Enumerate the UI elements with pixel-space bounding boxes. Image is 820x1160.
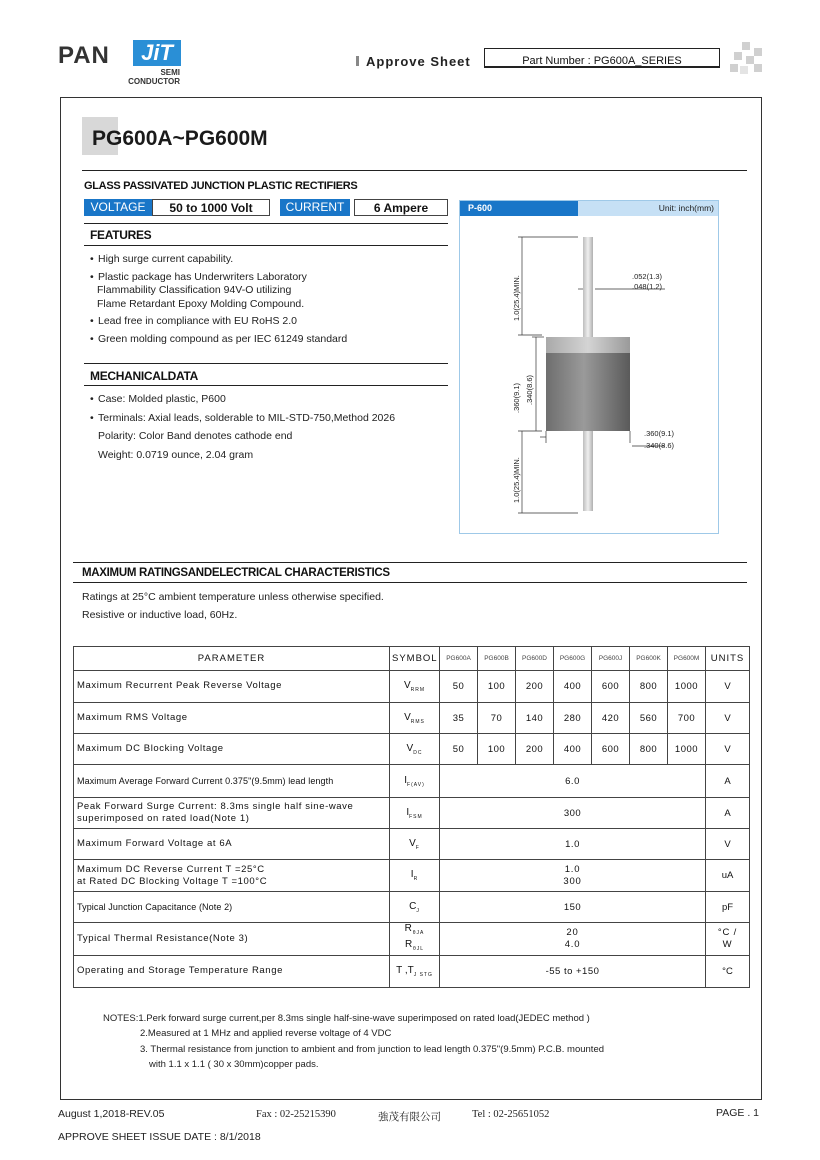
table-row xyxy=(74,829,750,860)
row-symbol: $R_{\theta JA}$ $R_{\theta JL}$ xyxy=(390,923,440,956)
features-top-rule xyxy=(84,223,448,224)
dim-lead-dia-min: .048(1.2) xyxy=(632,282,663,291)
dim-body-dia-min: .340(8.6) xyxy=(644,441,675,450)
row-parameter: Maximum Average Forward Current 0.375"(9.5mm) lead length xyxy=(74,765,390,798)
note-2: 2.Measured at 1 MHz and applied reverse voltage of 4 VDC xyxy=(140,1028,392,1040)
cell-value: 800 xyxy=(630,671,668,703)
list-item: Weight: 0.0719 ounce, 2.04 gram xyxy=(98,448,254,461)
package-name: P-600 xyxy=(460,201,578,216)
list-item: • Plastic package has Underwriters Laboratory xyxy=(90,271,347,285)
row-unit: pF xyxy=(706,892,750,923)
header-part: PG600K xyxy=(630,647,668,671)
row-parameter: Typical Junction Capacitance (Note 2) xyxy=(74,892,390,923)
logo-pan-text: PAN xyxy=(58,42,110,69)
row-unit: °C / W xyxy=(706,923,750,956)
dim-body-len-min: .340(8.6) xyxy=(525,374,534,405)
row-symbol: $I_{FSM}$ xyxy=(390,798,440,829)
mechanical-bottom-rule xyxy=(84,385,448,386)
mechanical-list xyxy=(90,393,395,462)
diode-outline-drawing xyxy=(460,217,718,533)
ratings-top-rule xyxy=(73,562,747,563)
cell-value: 6.0 xyxy=(440,765,706,798)
row-unit: V xyxy=(706,671,750,703)
cell-value: 70 xyxy=(478,703,516,734)
cell-value: 1.0 xyxy=(440,829,706,860)
row-parameter: Maximum DC Blocking Voltage xyxy=(74,734,390,765)
mechanical-top-rule xyxy=(84,363,448,364)
header-parameter: PARAMETER xyxy=(74,647,390,671)
table-row xyxy=(74,703,750,734)
ratings-condition-2: Resistive or inductive load, 60Hz. xyxy=(82,609,238,621)
logo-jit-text: JiT xyxy=(133,40,181,66)
row-parameter: Typical Thermal Resistance(Note 3) xyxy=(74,923,390,956)
cell-value: 1.0 300 xyxy=(440,860,706,892)
row-unit: A xyxy=(706,798,750,829)
features-heading: FEATURES xyxy=(90,228,152,242)
row-symbol: $V_{RRM}$ xyxy=(390,671,440,703)
row-unit: V xyxy=(706,829,750,860)
cell-value: 100 xyxy=(478,671,516,703)
header-symbol: SYMBOL xyxy=(390,647,440,671)
page-title: PG600A~PG600M xyxy=(92,127,268,150)
current-label: CURRENT xyxy=(280,199,350,216)
part-number-box: Part Number : PG600A_SERIES xyxy=(484,48,720,68)
row-parameter: Maximum Forward Voltage at 6A xyxy=(74,829,390,860)
ratings-bottom-rule xyxy=(73,582,747,583)
issue-date: APPROVE SHEET ISSUE DATE : 8/1/2018 xyxy=(58,1131,261,1143)
table-row xyxy=(74,892,750,923)
note-1: NOTES:1.Perk forward surge current,per 8.3ms single half-sine-wave superimposed on rated load(JEDEC method ) xyxy=(103,1013,590,1024)
cell-value: 200 xyxy=(516,671,554,703)
cell-value: 1000 xyxy=(668,671,706,703)
dim-body-dia-max: .360(9.1) xyxy=(644,429,675,438)
list-item: • Green molding compound as per IEC 61249 standard xyxy=(90,333,347,347)
voltage-label: VOLTAGE xyxy=(84,199,152,216)
list-item: Polarity: Color Band denotes cathode end xyxy=(98,430,293,442)
header-part: PG600M xyxy=(668,647,706,671)
features-list xyxy=(90,253,347,346)
row-parameter: Maximum DC Reverse Current T =25°C at Rated DC Blocking Voltage T =100°C xyxy=(74,860,390,892)
diode-body xyxy=(546,353,630,431)
cell-value: 600 xyxy=(592,734,630,765)
voltage-value: 50 to 1000 Volt xyxy=(152,199,270,216)
table-row xyxy=(74,956,750,988)
cell-value: 35 xyxy=(440,703,478,734)
header-part: PG600B xyxy=(478,647,516,671)
list-item: • High surge current capability. xyxy=(90,253,347,267)
cell-value: 50 xyxy=(440,671,478,703)
cell-value: 300 xyxy=(440,798,706,829)
cell-value: 800 xyxy=(630,734,668,765)
company-name-zh: 強茂有限公司 xyxy=(378,1112,441,1123)
top-lead xyxy=(583,237,593,337)
bottom-lead xyxy=(583,431,593,511)
decorative-squares-icon xyxy=(730,42,762,74)
note-4: with 1.1 x 1.1 ( 30 x 30mm)copper pads. xyxy=(149,1058,319,1070)
title-rule xyxy=(82,170,747,171)
current-value: 6 Ampere xyxy=(354,199,448,216)
table-row xyxy=(74,860,750,892)
list-item: • Terminals: Axial leads, solderable to MIL-STD-750,Method 2026 xyxy=(90,412,395,426)
cell-value: 140 xyxy=(516,703,554,734)
cell-value: 600 xyxy=(592,671,630,703)
row-symbol: $C_J$ xyxy=(390,892,440,923)
package-unit: Unit: inch(mm) xyxy=(658,203,714,213)
ratings-condition-1: Ratings at 25°C ambient temperature unless otherwise specified. xyxy=(82,591,384,603)
dim-lead-top: 1.0(25.4)MIN. xyxy=(512,275,521,321)
note-3: 3. Thermal resistance from junction to ambient and from junction to lead length 0.375"(9.5mm) P.C.B. mounted xyxy=(140,1043,605,1055)
cell-value: 1000 xyxy=(668,734,706,765)
row-parameter: Maximum RMS Voltage xyxy=(74,703,390,734)
list-item: Flammability Classification 94V-O utilizing xyxy=(97,284,292,296)
row-symbol: $V_F$ xyxy=(390,829,440,860)
cell-value: 700 xyxy=(668,703,706,734)
table-row xyxy=(74,765,750,798)
notes-block xyxy=(103,1011,604,1072)
row-unit: °C xyxy=(706,956,750,988)
logo-subtitle: SEMI CONDUCTOR xyxy=(128,68,180,86)
table-row xyxy=(74,923,750,956)
header-units: UNITS xyxy=(706,647,750,671)
cell-value: 200 xyxy=(516,734,554,765)
header-part: PG600A xyxy=(440,647,478,671)
fax-number: Fax : 02-25215390 xyxy=(256,1109,336,1120)
ratings-heading: MAXIMUM RATINGSANDELECTRICAL CHARACTERISTICS xyxy=(82,567,390,579)
mechanical-heading: MECHANICALDATA xyxy=(90,369,199,383)
row-unit: V xyxy=(706,703,750,734)
row-parameter: Maximum Recurrent Peak Reverse Voltage xyxy=(74,671,390,703)
table-header-row xyxy=(74,647,750,671)
company-logo xyxy=(58,38,188,88)
header-part: PG600D xyxy=(516,647,554,671)
cell-value: 50 xyxy=(440,734,478,765)
list-item: • Case: Molded plastic, P600 xyxy=(90,393,395,407)
list-item: Flame Retardant Epoxy Molding Compound. xyxy=(97,297,305,310)
cell-value: 560 xyxy=(630,703,668,734)
row-symbol: $V_{DC}$ xyxy=(390,734,440,765)
ratings-table xyxy=(73,646,750,988)
approve-sheet-label: Approve Sheet xyxy=(356,54,471,69)
row-symbol: $I_R$ xyxy=(390,860,440,892)
row-unit: A xyxy=(706,765,750,798)
revision-date: August 1,2018-REV.05 xyxy=(58,1108,165,1120)
tel-number: Tel : 02-25651052 xyxy=(472,1109,550,1120)
cell-value: 400 xyxy=(554,671,592,703)
dim-lead-dia-max: .052(1.3) xyxy=(632,272,663,281)
table-row xyxy=(74,734,750,765)
table-row xyxy=(74,671,750,703)
cell-value: 20 4.0 xyxy=(440,923,706,956)
dim-lead-bottom: 1.0(25.4)MIN. xyxy=(512,457,521,503)
cell-value: 420 xyxy=(592,703,630,734)
row-parameter: Peak Forward Surge Current: 8.3ms single half sine-wave superimposed on rated load(Note 1) xyxy=(74,798,390,829)
row-parameter: Operating and Storage Temperature Range xyxy=(74,956,390,988)
row-symbol: $I_{F(AV)}$ xyxy=(390,765,440,798)
dim-body-len-max: .360(9.1) xyxy=(512,382,521,413)
table-row xyxy=(74,798,750,829)
features-bottom-rule xyxy=(84,245,448,246)
package-diagram xyxy=(459,200,719,534)
row-unit: uA xyxy=(706,860,750,892)
cell-value: 280 xyxy=(554,703,592,734)
row-symbol: T $,T_{J STG}$ xyxy=(390,956,440,988)
cell-value: 400 xyxy=(554,734,592,765)
header-part: PG600G xyxy=(554,647,592,671)
cell-value: -55 to +150 xyxy=(440,956,706,988)
cathode-band xyxy=(546,337,630,353)
row-symbol: $V_{RMS}$ xyxy=(390,703,440,734)
row-unit: V xyxy=(706,734,750,765)
page-number: PAGE . 1 xyxy=(716,1107,759,1119)
list-item: • Lead free in compliance with EU RoHS 2.0 xyxy=(90,315,347,329)
product-subtitle: GLASS PASSIVATED JUNCTION PLASTIC RECTIFIERS xyxy=(84,180,358,192)
header-part: PG600J xyxy=(592,647,630,671)
cell-value: 100 xyxy=(478,734,516,765)
cell-value: 150 xyxy=(440,892,706,923)
